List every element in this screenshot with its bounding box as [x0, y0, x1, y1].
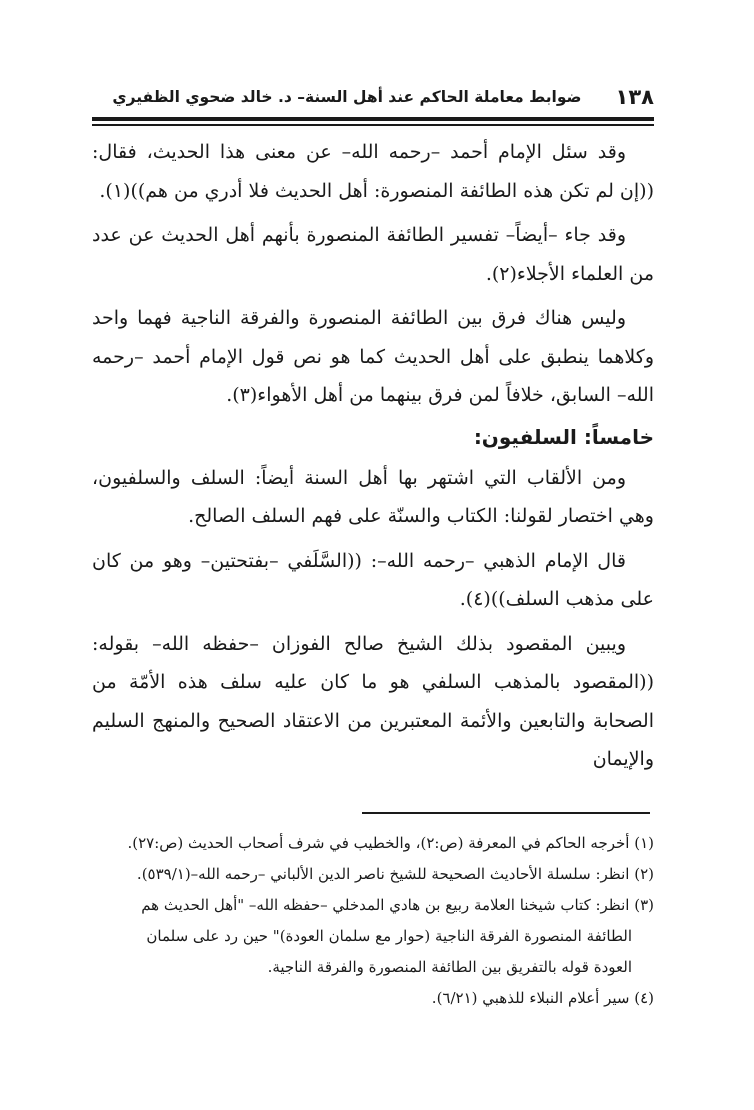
header-rule-thick	[92, 117, 654, 121]
footnote-3-line-2: الطائفة المنصورة الفرقة الناجية (حوار مع سلمان العودة)" حين رد على سلمان	[146, 927, 632, 945]
footnotes	[92, 828, 654, 1014]
header-rule-thin	[92, 124, 654, 126]
page-number: ١٣٨	[615, 85, 654, 109]
footnote-4: (٤) سير أعلام النبلاء للذهبي (٦/٢١).	[431, 989, 654, 1007]
running-title: ضوابط معاملة الحاكم عند أهل السنة– د. خالد ضحوي الظفيري	[112, 88, 582, 106]
main-text	[92, 133, 654, 779]
footnote-2: (٢) انظر: سلسلة الأحاديث الصحيحة للشيخ ناصر الدين الألباني –رحمه الله–(٥٣٩/١).	[136, 865, 654, 883]
paragraph-dhahabi: قال الإمام الذهبي –رحمه الله–: ((السَّلَفي –بفتحتين– وهو من كان على مذهب السلف))(٤).	[92, 549, 654, 610]
section-heading: خامساً: السلفيون:	[473, 424, 654, 449]
footnote-3-line-3: العودة قوله بالتفريق بين الطائفة المنصورة والفرقة الناجية.	[267, 958, 632, 976]
paragraph-no-difference: وليس هناك فرق بين الطائفة المنصورة والفرقة الناجية فهما واحد وكلاهما ينطبق على أهل الحديث كما هو نص قول الإمام أحمد –رحمه الله– السابق، خلافاً لمن فرق بينهما من أهل الأهواء(٣).	[92, 307, 654, 406]
footnote-separator	[362, 812, 650, 814]
footnote-3-line-1: (٣) انظر: كتاب شيخنا العلامة ربيع بن هادي المدخلي –حفظه الله– "أهل الحديث هم	[141, 896, 654, 914]
paragraph-fawzan: ويبين المقصود بذلك الشيخ صالح الفوزان –حفظه الله– بقوله: ((المقصود بالمذهب السلفي هو ما كان عليه سلف هذه الأمّة من الصحابة والتابعين والأئمة المعتبرين من الاعتقاد الصحيح والمنهج السليم والإيمان	[92, 632, 654, 770]
paragraph-imam-ahmad: وقد سئل الإمام أحمد –رحمه الله– عن معنى هذا الحديث، فقال: ((إن لم تكن هذه الطائفة المنصورة: أهل الحديث فلا أدري من هم))(١).	[92, 141, 654, 202]
footnote-1: (١) أخرجه الحاكم في المعرفة (ص:٢)، والخطيب في شرف أصحاب الحديث (ص:٢٧).	[127, 834, 654, 852]
paragraph-titles: ومن الألقاب التي اشتهر بها أهل السنة أيضاً: السلف والسلفيون، وهي اختصار لقولنا: الكتاب والسنّة على فهم السلف الصالح.	[92, 466, 654, 527]
paragraph-tafsir: وقد جاء –أيضاً– تفسير الطائفة المنصورة بأنهم أهل الحديث عن عدد من العلماء الأجلاء(٢).	[92, 224, 654, 285]
page-header	[92, 82, 654, 112]
